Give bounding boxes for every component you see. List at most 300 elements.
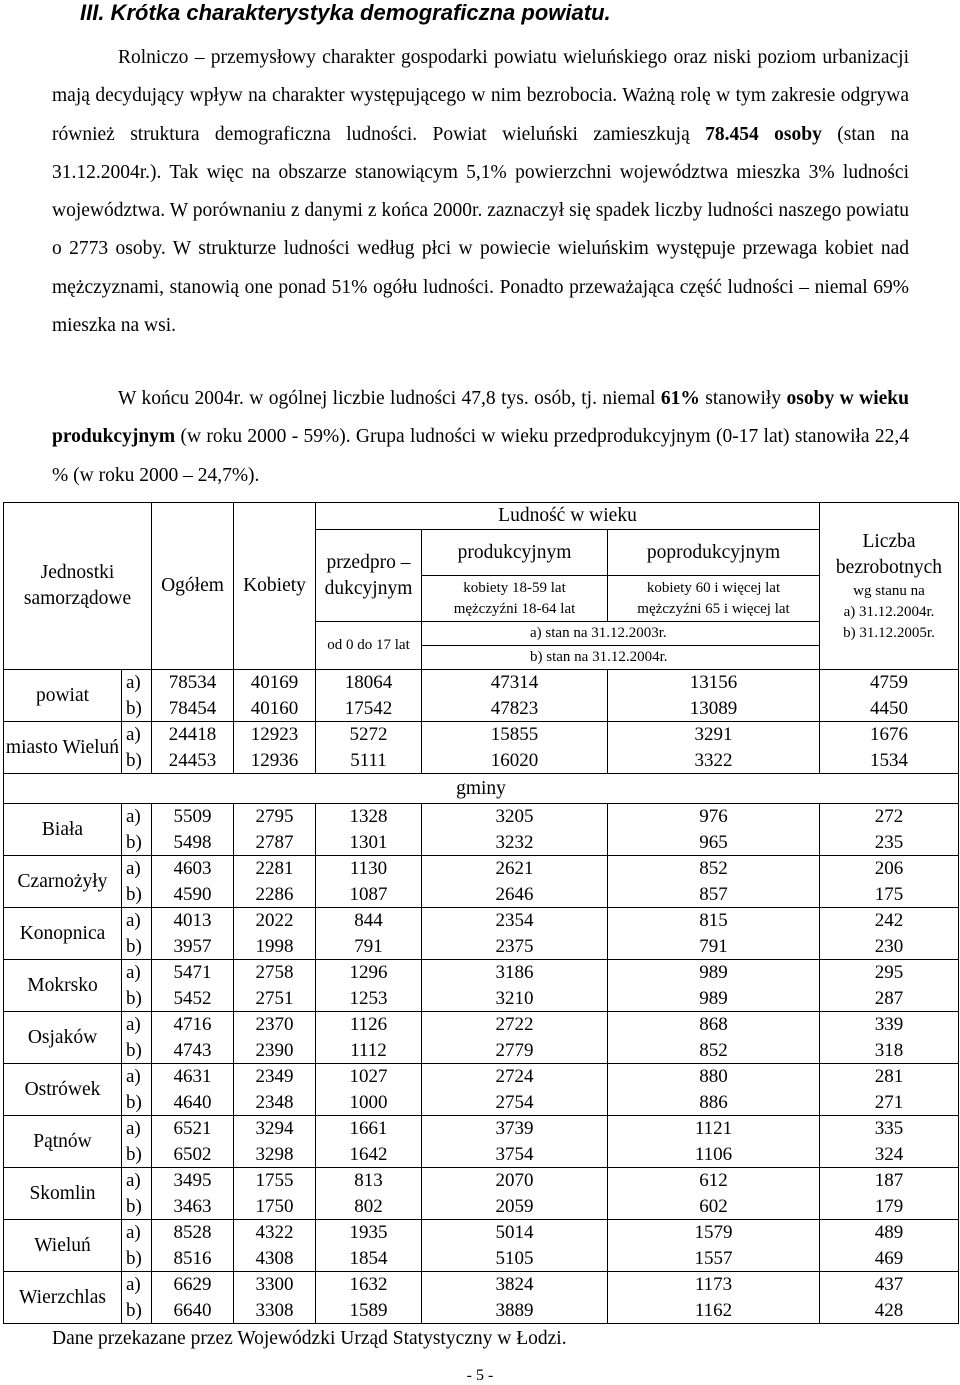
table-row <box>4 722 959 774</box>
cell-pre <box>316 856 422 908</box>
value-a: 815 <box>699 910 728 931</box>
unit-name: Skomlin <box>4 1168 122 1220</box>
value-b: 1854 <box>349 1247 388 1269</box>
header-age-group: Ludność w wieku <box>316 503 820 530</box>
value-a: 6629 <box>173 1274 212 1295</box>
table-row <box>4 1272 959 1324</box>
unit-name: Wierzchlas <box>4 1272 122 1324</box>
unit-name: Wieluń <box>4 1220 122 1272</box>
value-a: 272 <box>874 806 904 827</box>
value-b: 6640 <box>173 1299 212 1321</box>
value-a: 5272 <box>349 724 388 745</box>
cell-total <box>152 1220 234 1272</box>
ab-markers <box>122 670 152 722</box>
value-a: 335 <box>874 1118 904 1139</box>
value-b: 2779 <box>495 1039 534 1061</box>
value-b: 989 <box>699 987 728 1009</box>
value-b: 3298 <box>255 1143 294 1165</box>
cell-unemployed <box>820 1012 959 1064</box>
value-a: 4013 <box>173 910 212 931</box>
header-prod: produkcyjnym <box>422 530 608 576</box>
marker-b: b) <box>126 1299 142 1321</box>
marker-b: b) <box>126 1039 142 1061</box>
value-b: 235 <box>874 831 904 853</box>
cell-prod <box>422 1064 608 1116</box>
value-a: 989 <box>699 962 728 983</box>
value-b: 17542 <box>344 697 393 719</box>
value-a: 78534 <box>168 672 217 693</box>
value-b: 271 <box>874 1091 904 1113</box>
unit-name: Czarnożyły <box>4 856 122 908</box>
value-b: 1106 <box>694 1143 733 1165</box>
ab-markers <box>122 960 152 1012</box>
value-b: 3210 <box>495 987 534 1009</box>
value-a: 3300 <box>255 1274 294 1295</box>
unit-name: Pątnów <box>4 1116 122 1168</box>
cell-total <box>152 1064 234 1116</box>
cell-prod <box>422 722 608 774</box>
gminy-row <box>4 774 959 804</box>
value-a: 1661 <box>349 1118 388 1139</box>
cell-prod <box>422 1220 608 1272</box>
cell-post <box>608 1064 820 1116</box>
value-b: 3889 <box>495 1299 534 1321</box>
header-post-detail <box>608 576 820 622</box>
value-b: 2751 <box>255 987 294 1009</box>
table-row <box>4 856 959 908</box>
unit-name: miasto Wieluń <box>4 722 122 774</box>
section-heading: III. Krótka charakterystyka demograficzna powiatu. <box>80 0 611 25</box>
cell-unemployed <box>820 1116 959 1168</box>
value-a: 6521 <box>173 1118 212 1139</box>
value-b: 2646 <box>495 883 534 905</box>
value-b: 1162 <box>694 1299 733 1321</box>
value-b: 1557 <box>694 1247 733 1269</box>
cell-prod <box>422 804 608 856</box>
value-b: 175 <box>874 883 904 905</box>
source-footnote: Dane przekazane przez Wojewódzki Urząd Statystyczny w Łodzi. <box>52 1328 567 1349</box>
value-b: 4308 <box>255 1247 294 1269</box>
value-a: 1755 <box>255 1170 294 1191</box>
value-b: 602 <box>699 1195 728 1217</box>
cell-prod <box>422 908 608 960</box>
cell-unemployed <box>820 856 959 908</box>
unit-name: Ostrówek <box>4 1064 122 1116</box>
value-b: 40160 <box>250 697 299 719</box>
value-b: 287 <box>874 987 904 1009</box>
cell-total <box>152 1168 234 1220</box>
value-a: 1296 <box>349 962 388 983</box>
marker-a: a) <box>126 724 141 745</box>
cell-pre <box>316 804 422 856</box>
cell-post <box>608 856 820 908</box>
value-a: 2621 <box>495 858 534 879</box>
cell-women <box>234 1064 316 1116</box>
header-unemployed <box>820 503 959 670</box>
ab-markers <box>122 908 152 960</box>
marker-a: a) <box>126 1014 141 1035</box>
ab-markers <box>122 856 152 908</box>
cell-total <box>152 1012 234 1064</box>
value-b: 5105 <box>495 1247 534 1269</box>
value-a: 242 <box>874 910 904 931</box>
para2-text-3: (w roku 2000 - 59%). Grupa ludności w wieku przedprodukcyjnym (0-17 lat) stanowiła 22,4 % (w roku 2000 – 24,7%). <box>52 426 909 486</box>
value-a: 3824 <box>495 1274 534 1295</box>
cell-unemployed <box>820 1168 959 1220</box>
value-a: 2022 <box>255 910 294 931</box>
header-unemployed-state: wg stanu na <box>853 582 925 599</box>
value-a: 3495 <box>173 1170 212 1191</box>
cell-total <box>152 1116 234 1168</box>
value-b: 13089 <box>689 697 738 719</box>
table-row <box>4 960 959 1012</box>
value-a: 844 <box>354 910 383 931</box>
cell-women <box>234 1116 316 1168</box>
value-b: 1534 <box>870 749 908 771</box>
para2-text-2: stanowiły <box>699 388 787 409</box>
value-b: 24453 <box>168 749 217 771</box>
value-a: 852 <box>699 858 728 879</box>
cell-unemployed <box>820 804 959 856</box>
value-a: 1027 <box>349 1066 388 1087</box>
value-a: 1328 <box>349 806 388 827</box>
cell-prod <box>422 1012 608 1064</box>
ab-markers <box>122 1272 152 1324</box>
cell-total <box>152 670 234 722</box>
cell-total <box>152 960 234 1012</box>
cell-total <box>152 908 234 960</box>
value-a: 24418 <box>168 724 217 745</box>
cell-pre <box>316 1012 422 1064</box>
value-a: 47314 <box>490 672 539 693</box>
value-a: 206 <box>874 858 904 879</box>
value-b: 3957 <box>173 935 212 957</box>
value-b: 1253 <box>349 987 388 1009</box>
value-b: 965 <box>699 831 728 853</box>
value-a: 2370 <box>255 1014 294 1035</box>
value-b: 1087 <box>349 883 388 905</box>
value-b: 1000 <box>349 1091 388 1113</box>
value-a: 4322 <box>255 1222 294 1243</box>
cell-total <box>152 722 234 774</box>
cell-pre <box>316 1272 422 1324</box>
header-unemployed-b: b) 31.12.2005r. <box>843 624 935 641</box>
marker-b: b) <box>126 831 142 853</box>
header-post: poprodukcyjnym <box>608 530 820 576</box>
value-b: 1642 <box>349 1143 388 1165</box>
cell-prod <box>422 1168 608 1220</box>
value-a: 1935 <box>349 1222 388 1243</box>
cell-women <box>234 722 316 774</box>
cell-post <box>608 1116 820 1168</box>
value-a: 1632 <box>349 1274 388 1295</box>
marker-b: b) <box>126 749 142 771</box>
value-a: 339 <box>874 1014 904 1035</box>
cell-pre <box>316 722 422 774</box>
value-a: 281 <box>874 1066 904 1087</box>
value-b: 2286 <box>255 883 294 905</box>
cell-pre <box>316 1064 422 1116</box>
value-a: 1121 <box>694 1118 733 1139</box>
value-b: 318 <box>874 1039 904 1061</box>
cell-prod <box>422 670 608 722</box>
ab-markers <box>122 1168 152 1220</box>
marker-b: b) <box>126 1247 142 1269</box>
header-unemployed-title: Liczba bezrobotnych <box>835 530 943 578</box>
value-a: 1579 <box>694 1222 733 1243</box>
table-row <box>4 670 959 722</box>
para2-text-1: W końcu 2004r. w ogólnej liczbie ludności 47,8 tys. osób, tj. niemal <box>118 388 661 409</box>
cell-post <box>608 1168 820 1220</box>
value-a: 3291 <box>694 724 733 745</box>
header-women: Kobiety <box>234 503 316 670</box>
cell-prod <box>422 856 608 908</box>
marker-b: b) <box>126 1195 142 1217</box>
value-b: 2059 <box>495 1195 534 1217</box>
ab-markers <box>122 1064 152 1116</box>
header-prod-men: mężczyźni 18-64 lat <box>453 600 576 617</box>
unit-name: Osjaków <box>4 1012 122 1064</box>
value-b: 1301 <box>349 831 388 853</box>
header-pre <box>316 530 422 622</box>
header-post-women: kobiety 60 i więcej lat <box>646 579 781 596</box>
value-b: 428 <box>874 1299 904 1321</box>
value-b: 2754 <box>495 1091 534 1113</box>
marker-a: a) <box>126 806 141 827</box>
value-b: 857 <box>699 883 728 905</box>
cell-unemployed <box>820 960 959 1012</box>
value-b: 2390 <box>255 1039 294 1061</box>
marker-b: b) <box>126 1143 142 1165</box>
marker-a: a) <box>126 672 141 693</box>
value-b: 230 <box>874 935 904 957</box>
ab-markers <box>122 1116 152 1168</box>
value-a: 15855 <box>490 724 539 745</box>
value-b: 1589 <box>349 1299 388 1321</box>
cell-post <box>608 960 820 1012</box>
table-row <box>4 1168 959 1220</box>
value-b: 78454 <box>168 697 217 719</box>
header-prod-detail <box>422 576 608 622</box>
table-row <box>4 1220 959 1272</box>
value-a: 4603 <box>173 858 212 879</box>
value-a: 437 <box>874 1274 904 1295</box>
para2-bold-1: 61% <box>660 388 700 409</box>
value-a: 2722 <box>495 1014 534 1035</box>
cell-prod <box>422 1116 608 1168</box>
cell-women <box>234 1220 316 1272</box>
para1-text-1: Rolniczo – przemysłowy charakter gospodarki powiatu wieluńskiego oraz niski poziom urbanizacji mają decydujący wpływ na charakter występującego w nim bezrobocia. Ważną rolę w tym zakresie odgrywa również struktura demograficzna ludności. Powiat wieluński zamieszkują <box>52 47 909 145</box>
header-units: Jednostki samorządowe <box>4 503 152 670</box>
table-row <box>4 908 959 960</box>
value-a: 4716 <box>173 1014 212 1035</box>
value-b: 324 <box>874 1143 904 1165</box>
unit-name: Mokrsko <box>4 960 122 1012</box>
unit-name: Biała <box>4 804 122 856</box>
value-b: 16020 <box>490 749 539 771</box>
value-a: 295 <box>874 962 904 983</box>
marker-b: b) <box>126 1091 142 1113</box>
value-a: 8528 <box>173 1222 212 1243</box>
value-a: 3186 <box>495 962 534 983</box>
value-a: 612 <box>699 1170 728 1191</box>
cell-unemployed <box>820 722 959 774</box>
value-a: 18064 <box>344 672 393 693</box>
unit-name: Konopnica <box>4 908 122 960</box>
cell-post <box>608 1012 820 1064</box>
marker-a: a) <box>126 962 141 983</box>
value-b: 886 <box>699 1091 728 1113</box>
value-b: 8516 <box>173 1247 212 1269</box>
header-total: Ogółem <box>152 503 234 670</box>
ab-markers <box>122 1012 152 1064</box>
value-a: 2354 <box>495 910 534 931</box>
header-pre-range: od 0 do 17 lat <box>316 622 422 670</box>
cell-women <box>234 960 316 1012</box>
gminy-label: gminy <box>4 774 959 804</box>
value-a: 3294 <box>255 1118 294 1139</box>
para1-bold-1: 78.454 osoby <box>705 123 822 145</box>
paragraph-2 <box>52 380 909 495</box>
cell-total <box>152 1272 234 1324</box>
cell-unemployed <box>820 1220 959 1272</box>
cell-women <box>234 670 316 722</box>
header-unemployed-a: a) 31.12.2004r. <box>843 603 935 620</box>
cell-pre <box>316 1168 422 1220</box>
value-b: 3308 <box>255 1299 294 1321</box>
value-a: 880 <box>699 1066 728 1087</box>
table-row <box>4 1064 959 1116</box>
value-a: 4631 <box>173 1066 212 1087</box>
value-b: 791 <box>354 935 383 957</box>
marker-a: a) <box>126 1170 141 1191</box>
marker-a: a) <box>126 1118 141 1139</box>
value-a: 13156 <box>689 672 738 693</box>
value-a: 40169 <box>250 672 299 693</box>
header-prod-women: kobiety 18-59 lat <box>463 579 566 596</box>
marker-b: b) <box>126 883 142 905</box>
ab-markers <box>122 722 152 774</box>
value-b: 469 <box>874 1247 904 1269</box>
value-a: 2758 <box>255 962 294 983</box>
value-b: 4450 <box>870 697 908 719</box>
cell-prod <box>422 1272 608 1324</box>
cell-unemployed <box>820 670 959 722</box>
value-a: 2070 <box>495 1170 534 1191</box>
value-a: 976 <box>699 806 728 827</box>
cell-pre <box>316 908 422 960</box>
header-pre-title: przedpro – dukcyjnym <box>324 551 413 599</box>
cell-post <box>608 722 820 774</box>
value-a: 4759 <box>870 672 908 693</box>
value-b: 2375 <box>495 935 534 957</box>
value-a: 3739 <box>495 1118 534 1139</box>
page-number: - 5 - <box>466 1367 494 1384</box>
value-b: 3754 <box>495 1143 534 1165</box>
value-a: 3205 <box>495 806 534 827</box>
value-a: 2795 <box>255 806 294 827</box>
value-a: 2349 <box>255 1066 294 1087</box>
marker-a: a) <box>126 1222 141 1243</box>
cell-unemployed <box>820 1064 959 1116</box>
value-a: 5509 <box>173 806 212 827</box>
value-b: 3322 <box>694 749 733 771</box>
value-a: 2724 <box>495 1066 534 1087</box>
marker-b: b) <box>126 987 142 1009</box>
value-b: 1112 <box>350 1039 387 1061</box>
value-b: 5111 <box>350 749 387 771</box>
cell-post <box>608 804 820 856</box>
cell-pre <box>316 960 422 1012</box>
marker-b: b) <box>126 935 142 957</box>
value-b: 791 <box>699 935 728 957</box>
value-b: 4590 <box>173 883 212 905</box>
value-b: 3463 <box>173 1195 212 1217</box>
value-b: 802 <box>354 1195 383 1217</box>
marker-b: b) <box>126 697 142 719</box>
cell-women <box>234 804 316 856</box>
value-b: 12936 <box>250 749 299 771</box>
cell-women <box>234 908 316 960</box>
value-a: 868 <box>699 1014 728 1035</box>
marker-a: a) <box>126 910 141 931</box>
value-b: 4743 <box>173 1039 212 1061</box>
cell-pre <box>316 670 422 722</box>
value-b: 179 <box>874 1195 904 1217</box>
value-b: 5498 <box>173 831 212 853</box>
marker-a: a) <box>126 1066 141 1087</box>
value-b: 5452 <box>173 987 212 1009</box>
value-b: 6502 <box>173 1143 212 1165</box>
value-a: 1130 <box>349 858 388 879</box>
cell-pre <box>316 1220 422 1272</box>
population-table <box>3 502 959 1324</box>
cell-post <box>608 908 820 960</box>
header-post-men: mężczyźni 65 i więcej lat <box>637 600 790 617</box>
unit-name: powiat <box>4 670 122 722</box>
value-a: 2281 <box>255 858 294 879</box>
cell-total <box>152 804 234 856</box>
cell-pre <box>316 1116 422 1168</box>
ab-markers <box>122 1220 152 1272</box>
cell-women <box>234 1272 316 1324</box>
value-a: 1173 <box>694 1274 733 1295</box>
cell-post <box>608 1272 820 1324</box>
ab-markers <box>122 804 152 856</box>
paragraph-1 <box>52 39 909 345</box>
value-a: 1126 <box>349 1014 388 1035</box>
table-row <box>4 804 959 856</box>
value-a: 5471 <box>173 962 212 983</box>
value-b: 852 <box>699 1039 728 1061</box>
cell-total <box>152 856 234 908</box>
value-a: 1676 <box>870 724 908 745</box>
value-a: 489 <box>874 1222 904 1243</box>
header-state-b: b) stan na 31.12.2004r. <box>422 646 820 670</box>
header-state-a: a) stan na 31.12.2003r. <box>422 622 820 646</box>
value-b: 4640 <box>173 1091 212 1113</box>
cell-women <box>234 1168 316 1220</box>
cell-post <box>608 1220 820 1272</box>
value-b: 2348 <box>255 1091 294 1113</box>
value-a: 12923 <box>250 724 299 745</box>
cell-unemployed <box>820 1272 959 1324</box>
cell-women <box>234 856 316 908</box>
marker-a: a) <box>126 858 141 879</box>
value-b: 1998 <box>255 935 294 957</box>
table-row <box>4 1116 959 1168</box>
cell-unemployed <box>820 908 959 960</box>
